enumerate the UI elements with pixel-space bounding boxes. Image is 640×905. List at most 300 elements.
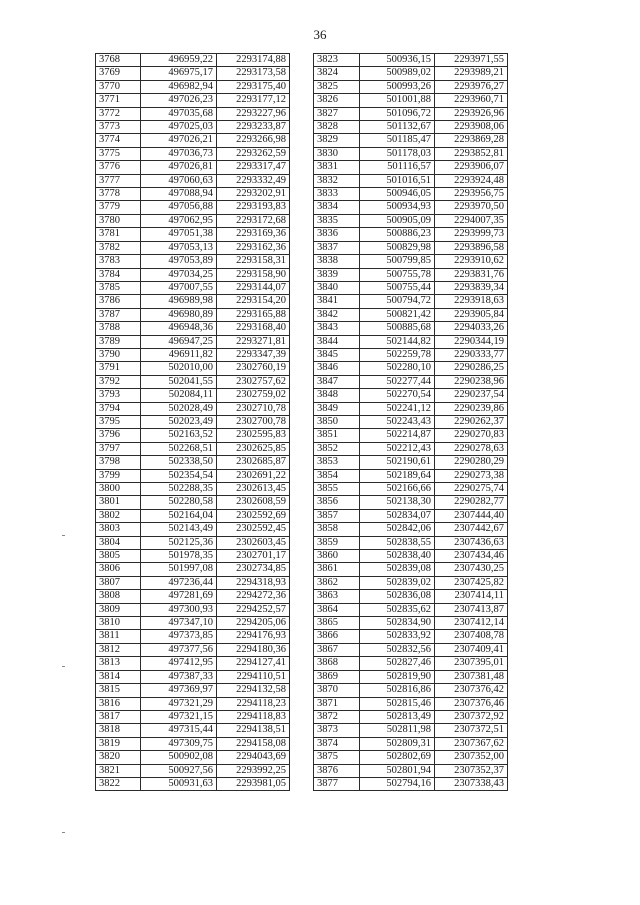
y-coordinate-cell: 2293956,75 <box>435 188 508 201</box>
y-coordinate-cell: 2293981,05 <box>217 777 290 790</box>
table-row <box>314 670 508 683</box>
point-number-cell: 3824 <box>314 67 360 80</box>
table-row <box>314 322 508 335</box>
table-row <box>314 643 508 656</box>
point-number-cell: 3812 <box>96 643 141 656</box>
table-row <box>96 710 290 723</box>
y-coordinate-cell: 2293999,73 <box>435 228 508 241</box>
y-coordinate-cell: 2302734,85 <box>217 563 290 576</box>
x-coordinate-cell: 500931,63 <box>141 777 217 790</box>
table-row <box>314 630 508 643</box>
y-coordinate-cell: 2293202,91 <box>217 188 290 201</box>
x-coordinate-cell: 500946,05 <box>360 188 435 201</box>
x-coordinate-cell: 502125,36 <box>141 536 217 549</box>
table-row <box>314 550 508 563</box>
point-number-cell: 3799 <box>96 469 141 482</box>
point-number-cell: 3853 <box>314 456 360 469</box>
x-coordinate-cell: 497051,38 <box>141 228 217 241</box>
point-number-cell: 3806 <box>96 563 141 576</box>
point-number-cell: 3858 <box>314 523 360 536</box>
point-number-cell: 3789 <box>96 335 141 348</box>
table-row <box>314 228 508 241</box>
y-coordinate-cell: 2302625,85 <box>217 442 290 455</box>
x-coordinate-cell: 500927,56 <box>141 764 217 777</box>
table-row <box>96 415 290 428</box>
point-number-cell: 3845 <box>314 348 360 361</box>
y-coordinate-cell: 2293173,58 <box>217 67 290 80</box>
x-coordinate-cell: 497007,55 <box>141 281 217 294</box>
y-coordinate-cell: 2293924,48 <box>435 174 508 187</box>
x-coordinate-cell: 502832,56 <box>360 643 435 656</box>
point-number-cell: 3819 <box>96 737 141 750</box>
point-number-cell: 3782 <box>96 241 141 254</box>
y-coordinate-cell: 2290237,54 <box>435 389 508 402</box>
point-number-cell: 3851 <box>314 429 360 442</box>
x-coordinate-cell: 501096,72 <box>360 107 435 120</box>
y-coordinate-cell: 2294205,06 <box>217 617 290 630</box>
x-coordinate-cell: 497062,95 <box>141 214 217 227</box>
x-coordinate-cell: 500902,08 <box>141 751 217 764</box>
y-coordinate-cell: 2290282,77 <box>435 496 508 509</box>
point-number-cell: 3772 <box>96 107 141 120</box>
x-coordinate-cell: 500885,68 <box>360 322 435 335</box>
point-number-cell: 3795 <box>96 415 141 428</box>
y-coordinate-cell: 2307436,63 <box>435 536 508 549</box>
point-number-cell: 3779 <box>96 201 141 214</box>
y-coordinate-cell: 2294180,36 <box>217 643 290 656</box>
y-coordinate-cell: 2290273,38 <box>435 469 508 482</box>
x-coordinate-cell: 502816,86 <box>360 684 435 697</box>
x-coordinate-cell: 500989,02 <box>360 67 435 80</box>
point-number-cell: 3796 <box>96 429 141 442</box>
x-coordinate-cell: 502190,61 <box>360 456 435 469</box>
y-coordinate-cell: 2290333,77 <box>435 348 508 361</box>
y-coordinate-cell: 2307372,92 <box>435 710 508 723</box>
y-coordinate-cell: 2307444,40 <box>435 509 508 522</box>
x-coordinate-cell: 497088,94 <box>141 188 217 201</box>
y-coordinate-cell: 2293910,62 <box>435 255 508 268</box>
x-coordinate-cell: 501997,08 <box>141 563 217 576</box>
table-row <box>314 657 508 670</box>
x-coordinate-cell: 497412,95 <box>141 657 217 670</box>
point-number-cell: 3854 <box>314 469 360 482</box>
margin-mark <box>62 535 65 536</box>
x-coordinate-cell: 502836,08 <box>360 590 435 603</box>
table-row <box>96 54 290 67</box>
y-coordinate-cell: 2293175,40 <box>217 80 290 93</box>
y-coordinate-cell: 2293227,96 <box>217 107 290 120</box>
x-coordinate-cell: 497026,23 <box>141 94 217 107</box>
x-coordinate-cell: 500755,44 <box>360 281 435 294</box>
table-row <box>96 684 290 697</box>
x-coordinate-cell: 502259,78 <box>360 348 435 361</box>
table-row <box>314 121 508 134</box>
table-row <box>96 281 290 294</box>
table-row <box>314 603 508 616</box>
point-number-cell: 3876 <box>314 764 360 777</box>
table-row <box>314 375 508 388</box>
table-row <box>96 724 290 737</box>
table-row <box>96 214 290 227</box>
x-coordinate-cell: 497321,29 <box>141 697 217 710</box>
table-row <box>314 509 508 522</box>
y-coordinate-cell: 2294158,08 <box>217 737 290 750</box>
table-row <box>96 161 290 174</box>
y-coordinate-cell: 2302757,62 <box>217 375 290 388</box>
y-coordinate-cell: 2294132,58 <box>217 684 290 697</box>
y-coordinate-cell: 2307414,11 <box>435 590 508 603</box>
table-row <box>314 710 508 723</box>
table-row <box>96 483 290 496</box>
x-coordinate-cell: 497236,44 <box>141 576 217 589</box>
table-row <box>314 94 508 107</box>
point-number-cell: 3829 <box>314 134 360 147</box>
y-coordinate-cell: 2307413,87 <box>435 603 508 616</box>
point-number-cell: 3776 <box>96 161 141 174</box>
table-row <box>314 147 508 160</box>
table-row <box>96 322 290 335</box>
table-row <box>314 295 508 308</box>
y-coordinate-cell: 2302595,83 <box>217 429 290 442</box>
point-number-cell: 3785 <box>96 281 141 294</box>
x-coordinate-cell: 500755,78 <box>360 268 435 281</box>
y-coordinate-cell: 2293906,07 <box>435 161 508 174</box>
x-coordinate-cell: 502794,16 <box>360 777 435 790</box>
x-coordinate-cell: 496980,89 <box>141 308 217 321</box>
point-number-cell: 3835 <box>314 214 360 227</box>
table-row <box>314 737 508 750</box>
y-coordinate-cell: 2293852,81 <box>435 147 508 160</box>
point-number-cell: 3823 <box>314 54 360 67</box>
x-coordinate-cell: 502164,04 <box>141 509 217 522</box>
y-coordinate-cell: 2293896,58 <box>435 241 508 254</box>
table-row <box>96 509 290 522</box>
point-number-cell: 3865 <box>314 617 360 630</box>
point-number-cell: 3841 <box>314 295 360 308</box>
table-row <box>96 228 290 241</box>
table-row <box>314 523 508 536</box>
x-coordinate-cell: 497387,33 <box>141 670 217 683</box>
x-coordinate-cell: 502166,66 <box>360 483 435 496</box>
x-coordinate-cell: 502813,49 <box>360 710 435 723</box>
y-coordinate-cell: 2302759,02 <box>217 389 290 402</box>
y-coordinate-cell: 2294252,57 <box>217 603 290 616</box>
y-coordinate-cell: 2293347,39 <box>217 348 290 361</box>
y-coordinate-cell: 2307430,25 <box>435 563 508 576</box>
y-coordinate-cell: 2294118,23 <box>217 697 290 710</box>
y-coordinate-cell: 2307395,01 <box>435 657 508 670</box>
point-number-cell: 3866 <box>314 630 360 643</box>
table-row <box>314 684 508 697</box>
table-row <box>96 201 290 214</box>
point-number-cell: 3830 <box>314 147 360 160</box>
point-number-cell: 3774 <box>96 134 141 147</box>
table-row <box>96 375 290 388</box>
table-row <box>96 94 290 107</box>
point-number-cell: 3873 <box>314 724 360 737</box>
x-coordinate-cell: 502277,44 <box>360 375 435 388</box>
y-coordinate-cell: 2290270,83 <box>435 429 508 442</box>
y-coordinate-cell: 2307376,42 <box>435 684 508 697</box>
x-coordinate-cell: 501016,51 <box>360 174 435 187</box>
y-coordinate-cell: 2293908,06 <box>435 121 508 134</box>
point-number-cell: 3852 <box>314 442 360 455</box>
point-number-cell: 3864 <box>314 603 360 616</box>
x-coordinate-cell: 502028,49 <box>141 402 217 415</box>
coordinates-table-right <box>313 53 508 791</box>
y-coordinate-cell: 2302710,78 <box>217 402 290 415</box>
point-number-cell: 3805 <box>96 550 141 563</box>
y-coordinate-cell: 2290239,86 <box>435 402 508 415</box>
table-row <box>96 563 290 576</box>
point-number-cell: 3813 <box>96 657 141 670</box>
table-row <box>314 174 508 187</box>
point-number-cell: 3859 <box>314 536 360 549</box>
y-coordinate-cell: 2294138,51 <box>217 724 290 737</box>
y-coordinate-cell: 2302685,87 <box>217 456 290 469</box>
point-number-cell: 3833 <box>314 188 360 201</box>
table-row <box>314 576 508 589</box>
table-row <box>314 415 508 428</box>
x-coordinate-cell: 502268,51 <box>141 442 217 455</box>
x-coordinate-cell: 496982,94 <box>141 80 217 93</box>
y-coordinate-cell: 2294033,26 <box>435 322 508 335</box>
point-number-cell: 3826 <box>314 94 360 107</box>
y-coordinate-cell: 2302613,45 <box>217 483 290 496</box>
table-row <box>96 536 290 549</box>
point-number-cell: 3818 <box>96 724 141 737</box>
x-coordinate-cell: 496911,82 <box>141 348 217 361</box>
table-row <box>96 429 290 442</box>
point-number-cell: 3838 <box>314 255 360 268</box>
point-number-cell: 3810 <box>96 617 141 630</box>
point-number-cell: 3844 <box>314 335 360 348</box>
x-coordinate-cell: 501132,67 <box>360 121 435 134</box>
table-row <box>314 241 508 254</box>
table-row <box>96 268 290 281</box>
point-number-cell: 3794 <box>96 402 141 415</box>
x-coordinate-cell: 502280,58 <box>141 496 217 509</box>
point-number-cell: 3801 <box>96 496 141 509</box>
point-number-cell: 3877 <box>314 777 360 790</box>
table-row <box>314 469 508 482</box>
point-number-cell: 3811 <box>96 630 141 643</box>
table-row <box>96 576 290 589</box>
table-row <box>314 751 508 764</box>
x-coordinate-cell: 502834,07 <box>360 509 435 522</box>
point-number-cell: 3870 <box>314 684 360 697</box>
y-coordinate-cell: 2293918,63 <box>435 295 508 308</box>
table-row <box>314 590 508 603</box>
x-coordinate-cell: 502138,30 <box>360 496 435 509</box>
point-number-cell: 3863 <box>314 590 360 603</box>
y-coordinate-cell: 2290278,63 <box>435 442 508 455</box>
table-row <box>314 429 508 442</box>
point-number-cell: 3827 <box>314 107 360 120</box>
table-row <box>314 107 508 120</box>
table-row <box>314 456 508 469</box>
y-coordinate-cell: 2307338,43 <box>435 777 508 790</box>
x-coordinate-cell: 502280,10 <box>360 362 435 375</box>
x-coordinate-cell: 497026,21 <box>141 134 217 147</box>
point-number-cell: 3840 <box>314 281 360 294</box>
point-number-cell: 3850 <box>314 415 360 428</box>
y-coordinate-cell: 2293158,31 <box>217 255 290 268</box>
point-number-cell: 3875 <box>314 751 360 764</box>
table-row <box>96 643 290 656</box>
table-row <box>314 389 508 402</box>
y-coordinate-cell: 2294007,35 <box>435 214 508 227</box>
margin-mark <box>62 832 65 833</box>
x-coordinate-cell: 501001,88 <box>360 94 435 107</box>
table-row <box>314 214 508 227</box>
table-row <box>314 161 508 174</box>
point-number-cell: 3778 <box>96 188 141 201</box>
point-number-cell: 3848 <box>314 389 360 402</box>
point-number-cell: 3790 <box>96 348 141 361</box>
table-row <box>96 737 290 750</box>
table-row <box>314 724 508 737</box>
x-coordinate-cell: 500829,98 <box>360 241 435 254</box>
x-coordinate-cell: 497309,75 <box>141 737 217 750</box>
x-coordinate-cell: 502839,08 <box>360 563 435 576</box>
table-row <box>96 456 290 469</box>
point-number-cell: 3807 <box>96 576 141 589</box>
table-row <box>314 402 508 415</box>
point-number-cell: 3777 <box>96 174 141 187</box>
table-row <box>96 362 290 375</box>
table-row <box>314 188 508 201</box>
point-number-cell: 3862 <box>314 576 360 589</box>
x-coordinate-cell: 500799,85 <box>360 255 435 268</box>
point-number-cell: 3768 <box>96 54 141 67</box>
page-number: 36 <box>313 27 327 42</box>
point-number-cell: 3822 <box>96 777 141 790</box>
x-coordinate-cell: 502084,11 <box>141 389 217 402</box>
x-coordinate-cell: 497026,81 <box>141 161 217 174</box>
point-number-cell: 3834 <box>314 201 360 214</box>
y-coordinate-cell: 2307425,82 <box>435 576 508 589</box>
table-row <box>96 308 290 321</box>
table-row <box>314 134 508 147</box>
point-number-cell: 3860 <box>314 550 360 563</box>
x-coordinate-cell: 497373,85 <box>141 630 217 643</box>
y-coordinate-cell: 2307367,62 <box>435 737 508 750</box>
point-number-cell: 3817 <box>96 710 141 723</box>
x-coordinate-cell: 501185,47 <box>360 134 435 147</box>
table-row <box>96 777 290 790</box>
y-coordinate-cell: 2307381,48 <box>435 670 508 683</box>
y-coordinate-cell: 2293839,34 <box>435 281 508 294</box>
table-row <box>314 268 508 281</box>
point-number-cell: 3803 <box>96 523 141 536</box>
y-coordinate-cell: 2294272,36 <box>217 590 290 603</box>
point-number-cell: 3786 <box>96 295 141 308</box>
point-number-cell: 3874 <box>314 737 360 750</box>
x-coordinate-cell: 502802,69 <box>360 751 435 764</box>
y-coordinate-cell: 2294118,83 <box>217 710 290 723</box>
table-row <box>96 121 290 134</box>
point-number-cell: 3846 <box>314 362 360 375</box>
y-coordinate-cell: 2302691,22 <box>217 469 290 482</box>
x-coordinate-cell: 497060,63 <box>141 174 217 187</box>
y-coordinate-cell: 2293169,36 <box>217 228 290 241</box>
x-coordinate-cell: 502801,94 <box>360 764 435 777</box>
x-coordinate-cell: 496989,98 <box>141 295 217 308</box>
table-row <box>96 255 290 268</box>
point-number-cell: 3775 <box>96 147 141 160</box>
table-row <box>96 134 290 147</box>
y-coordinate-cell: 2294176,93 <box>217 630 290 643</box>
table-row <box>96 389 290 402</box>
y-coordinate-cell: 2293174,88 <box>217 54 290 67</box>
point-number-cell: 3780 <box>96 214 141 227</box>
x-coordinate-cell: 497321,15 <box>141 710 217 723</box>
x-coordinate-cell: 500821,42 <box>360 308 435 321</box>
table-row <box>314 483 508 496</box>
point-number-cell: 3797 <box>96 442 141 455</box>
x-coordinate-cell: 502819,90 <box>360 670 435 683</box>
point-number-cell: 3787 <box>96 308 141 321</box>
table-row <box>314 348 508 361</box>
x-coordinate-cell: 497025,03 <box>141 121 217 134</box>
x-coordinate-cell: 496948,36 <box>141 322 217 335</box>
x-coordinate-cell: 502835,62 <box>360 603 435 616</box>
table-row <box>314 80 508 93</box>
point-number-cell: 3808 <box>96 590 141 603</box>
x-coordinate-cell: 502288,35 <box>141 483 217 496</box>
x-coordinate-cell: 502243,43 <box>360 415 435 428</box>
table-row <box>96 348 290 361</box>
y-coordinate-cell: 2307409,41 <box>435 643 508 656</box>
table-row <box>96 295 290 308</box>
y-coordinate-cell: 2293158,90 <box>217 268 290 281</box>
y-coordinate-cell: 2293989,21 <box>435 67 508 80</box>
table-row <box>96 670 290 683</box>
table-row <box>314 255 508 268</box>
point-number-cell: 3856 <box>314 496 360 509</box>
table-row <box>96 147 290 160</box>
point-number-cell: 3857 <box>314 509 360 522</box>
y-coordinate-cell: 2293926,96 <box>435 107 508 120</box>
point-number-cell: 3839 <box>314 268 360 281</box>
y-coordinate-cell: 2290286,25 <box>435 362 508 375</box>
table-row <box>314 496 508 509</box>
x-coordinate-cell: 500993,26 <box>360 80 435 93</box>
y-coordinate-cell: 2293262,59 <box>217 147 290 160</box>
y-coordinate-cell: 2293960,71 <box>435 94 508 107</box>
table-row <box>314 201 508 214</box>
point-number-cell: 3815 <box>96 684 141 697</box>
point-number-cell: 3770 <box>96 80 141 93</box>
point-number-cell: 3802 <box>96 509 141 522</box>
point-number-cell: 3809 <box>96 603 141 616</box>
y-coordinate-cell: 2307352,00 <box>435 751 508 764</box>
point-number-cell: 3792 <box>96 375 141 388</box>
y-coordinate-cell: 2293317,47 <box>217 161 290 174</box>
point-number-cell: 3771 <box>96 94 141 107</box>
table-row <box>96 617 290 630</box>
x-coordinate-cell: 502815,46 <box>360 697 435 710</box>
y-coordinate-cell: 2290238,96 <box>435 375 508 388</box>
y-coordinate-cell: 2290275,74 <box>435 483 508 496</box>
point-number-cell: 3847 <box>314 375 360 388</box>
table-row <box>96 174 290 187</box>
table-row <box>314 697 508 710</box>
point-number-cell: 3781 <box>96 228 141 241</box>
point-number-cell: 3793 <box>96 389 141 402</box>
point-number-cell: 3861 <box>314 563 360 576</box>
